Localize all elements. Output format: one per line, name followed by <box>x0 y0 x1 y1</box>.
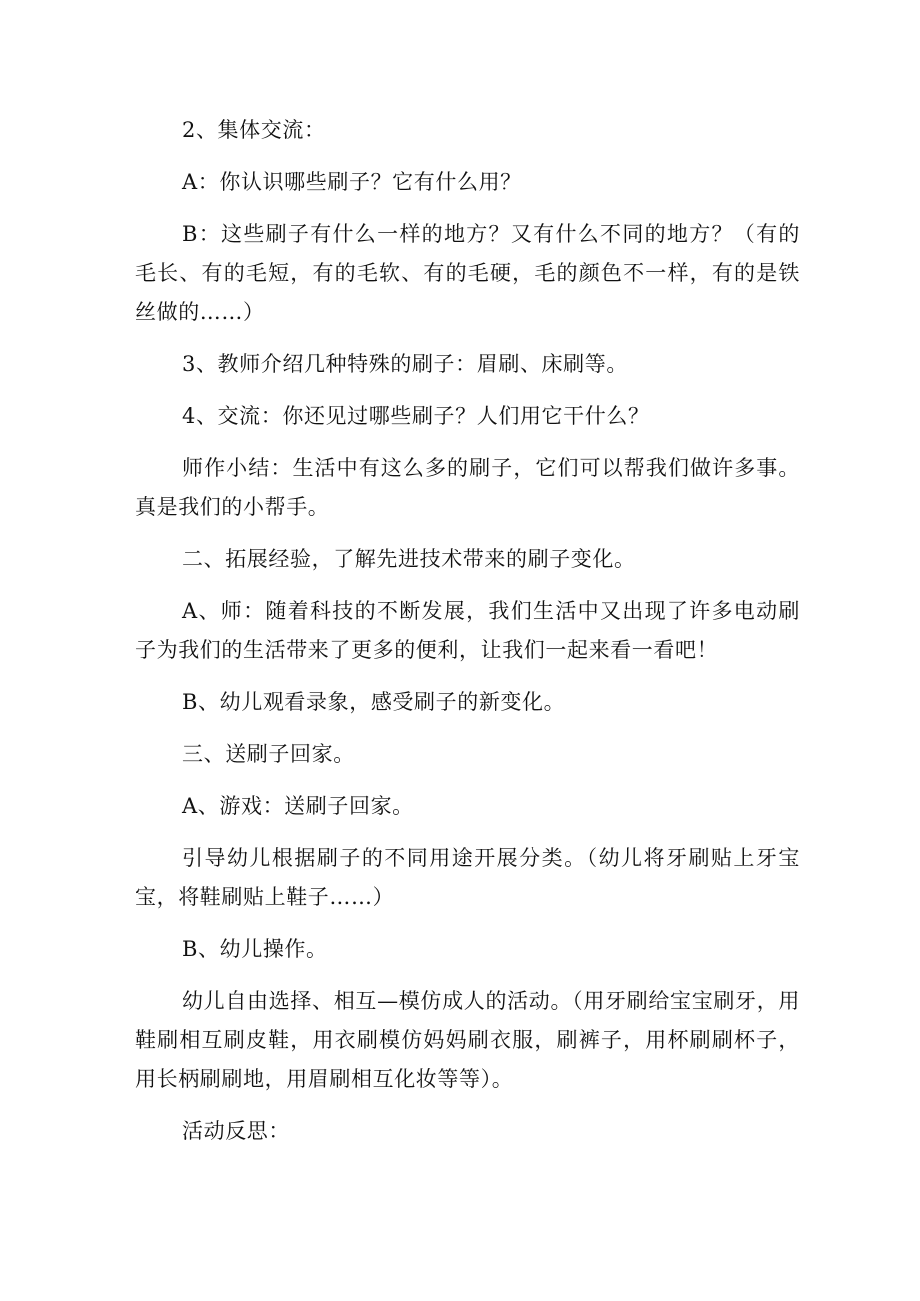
paragraph-collective-exchange-heading: 2、集体交流： <box>182 118 326 142</box>
paragraph-watch-video: B、幼儿观看录象，感受刷子的新变化。 <box>182 690 566 714</box>
paragraph-child-operation: B、幼儿操作。 <box>182 937 328 961</box>
paragraph-classification: 引导幼儿根据刷子的不同用途开展分类。（幼儿将牙刷贴上牙宝宝，将鞋刷贴上鞋子……） <box>135 846 800 909</box>
document-body <box>135 111 800 1164</box>
paragraph-question-a: A：你认识哪些刷子？它有什么用？ <box>182 170 522 194</box>
paragraph-reflection-heading: 活动反思： <box>182 1119 290 1143</box>
paragraph-exchange: 4、交流：你还见过哪些刷子？人们用它干什么？ <box>182 404 650 428</box>
paragraph-free-choice: 幼儿自由选择、相互—模仿成人的活动。（用牙刷给宝宝刷牙，用鞋刷相互刷皮鞋，用衣刷模仿妈妈刷衣服，刷裤子，用杯刷刷杯子，用长柄刷刷地，用眉刷相互化妆等等）。 <box>135 989 800 1091</box>
paragraph-question-b: B：这些刷子有什么一样的地方？又有什么不同的地方？（有的毛长、有的毛短，有的毛软、有的毛硬，毛的颜色不一样，有的是铁丝做的……） <box>135 222 800 324</box>
paragraph-section-three-heading: 三、送刷子回家。 <box>182 742 355 766</box>
paragraph-teacher-summary: 师作小结：生活中有这么多的刷子，它们可以帮我们做许多事。真是我们的小帮手。 <box>135 456 800 519</box>
paragraph-section-two-heading: 二、拓展经验，了解先进技术带来的刷子变化。 <box>182 547 636 571</box>
paragraph-game: A、游戏：送刷子回家。 <box>182 794 414 818</box>
paragraph-teacher-tech: A、师：随着科技的不断发展，我们生活中又出现了许多电动刷子为我们的生活带来了更多的便利，让我们一起来看一看吧！ <box>135 599 800 662</box>
paragraph-teacher-intro: 3、教师介绍几种特殊的刷子：眉刷、床刷等。 <box>182 352 628 376</box>
